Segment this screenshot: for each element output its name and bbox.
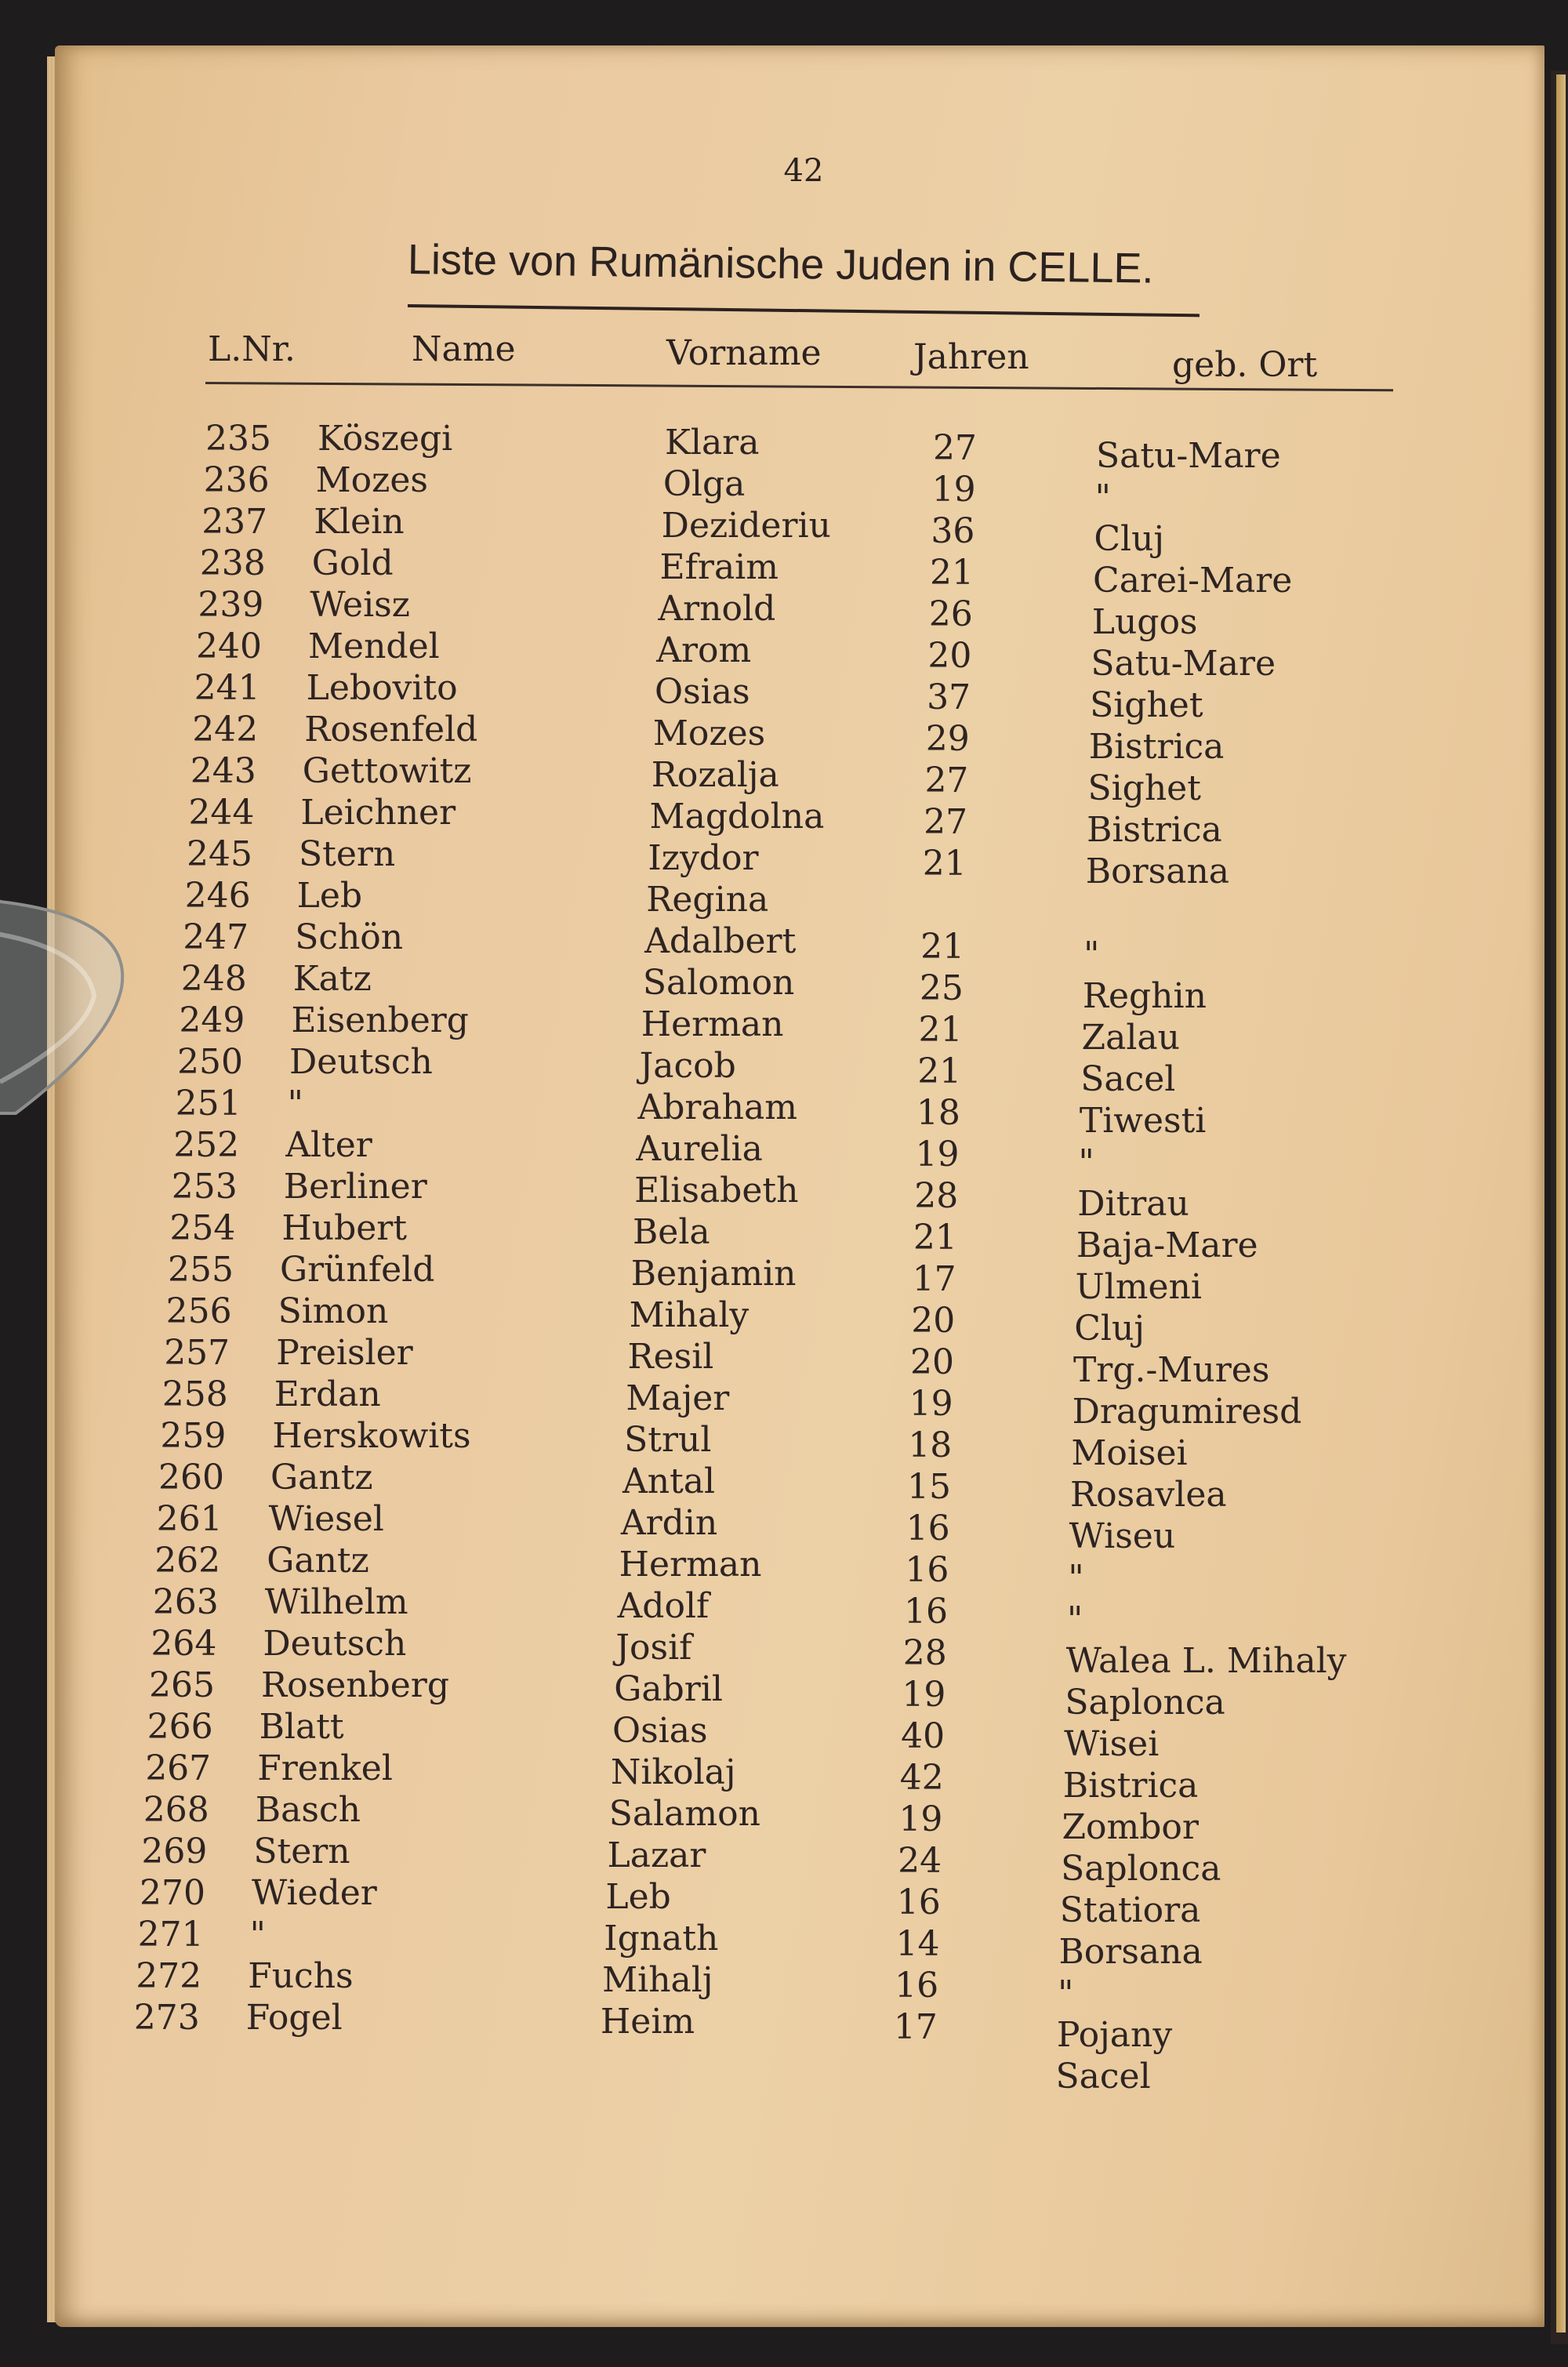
cell-geb-ort: Borsana bbox=[1058, 1932, 1203, 1972]
cell-name: Deutsch bbox=[263, 1624, 407, 1664]
cell-geb-ort: Sighet bbox=[1090, 685, 1203, 725]
cell-lnr: 242 bbox=[192, 710, 259, 750]
cell-vorname: Herman bbox=[641, 1004, 784, 1044]
cell-jahren: 17 bbox=[893, 2007, 938, 2047]
header-geb-ort: geb. Ort bbox=[1172, 345, 1318, 385]
cell-geb-ort: Dragumiresd bbox=[1072, 1392, 1302, 1432]
cell-vorname: Heim bbox=[600, 2002, 695, 2042]
cell-jahren: 27 bbox=[924, 761, 969, 800]
cell-lnr: 272 bbox=[136, 1956, 202, 1996]
cell-name: Frenkel bbox=[257, 1748, 393, 1788]
cell-vorname: Abraham bbox=[637, 1087, 797, 1127]
cell-vorname: Adolf bbox=[617, 1586, 710, 1626]
cell-name: Köszegi bbox=[318, 419, 453, 459]
cell-vorname: Elisabeth bbox=[634, 1171, 799, 1211]
cell-vorname: Regina bbox=[646, 880, 769, 920]
cell-name: Leb bbox=[296, 876, 363, 916]
cell-vorname: Benjamin bbox=[630, 1254, 797, 1294]
cell-name: Wieder bbox=[252, 1873, 377, 1913]
cell-jahren: 28 bbox=[902, 1633, 947, 1673]
cell-lnr: 258 bbox=[162, 1374, 228, 1414]
cell-name: Herskowits bbox=[272, 1416, 471, 1456]
cell-lnr: 253 bbox=[171, 1167, 238, 1207]
cell-lnr: 261 bbox=[156, 1499, 223, 1539]
cell-geb-ort: Moisei bbox=[1071, 1433, 1188, 1473]
cell-geb-ort: Saplonca bbox=[1065, 1683, 1225, 1723]
cell-jahren: 19 bbox=[902, 1675, 946, 1715]
cell-geb-ort: Cluj bbox=[1094, 519, 1165, 559]
cell-lnr: 260 bbox=[158, 1458, 224, 1498]
cell-vorname: Ignath bbox=[604, 1919, 719, 1959]
cell-name: Weisz bbox=[310, 585, 410, 625]
cell-vorname: Efraim bbox=[659, 547, 779, 587]
cell-geb-ort: Walea L. Mihaly bbox=[1065, 1641, 1347, 1681]
cell-vorname: Gabril bbox=[614, 1669, 723, 1709]
cell-jahren: 27 bbox=[924, 802, 968, 842]
cell-vorname: Mihaly bbox=[629, 1295, 750, 1335]
cell-vorname: Aurelia bbox=[636, 1129, 763, 1169]
cell-vorname: Antal bbox=[622, 1461, 716, 1501]
cell-vorname: Lazar bbox=[607, 1835, 706, 1875]
cell-vorname: Ardin bbox=[620, 1503, 718, 1543]
cell-name: Mozes bbox=[315, 460, 428, 500]
cell-jahren: 40 bbox=[901, 1716, 946, 1756]
cell-geb-ort: Rosavlea bbox=[1070, 1475, 1227, 1515]
cell-vorname: Klara bbox=[665, 423, 760, 463]
cell-name: " bbox=[249, 1915, 266, 1955]
cell-jahren: 20 bbox=[909, 1342, 954, 1382]
cell-vorname: Salomon bbox=[642, 963, 795, 1003]
cell-jahren: 19 bbox=[915, 1134, 960, 1174]
cell-jahren: 16 bbox=[904, 1592, 949, 1632]
cell-geb-ort: Sighet bbox=[1087, 768, 1201, 808]
cell-name: Mendel bbox=[308, 626, 440, 666]
cell-geb-ort: " bbox=[1068, 1558, 1084, 1598]
next-page-edge bbox=[1556, 74, 1566, 2333]
cell-lnr: 267 bbox=[145, 1748, 212, 1788]
cell-geb-ort: Trg.-Mures bbox=[1073, 1350, 1270, 1390]
cell-lnr: 247 bbox=[183, 917, 249, 957]
cell-jahren: 16 bbox=[905, 1550, 949, 1590]
cell-jahren: 26 bbox=[928, 594, 973, 634]
cell-vorname: Olga bbox=[662, 464, 746, 504]
cell-lnr: 256 bbox=[165, 1291, 232, 1331]
cell-lnr: 262 bbox=[154, 1541, 221, 1581]
cell-name: Alter bbox=[285, 1125, 372, 1165]
cell-geb-ort: Sacel bbox=[1055, 2057, 1151, 2097]
cell-vorname: Rozalja bbox=[651, 755, 779, 795]
cell-geb-ort: Satu-Mare bbox=[1096, 436, 1281, 476]
cell-name: " bbox=[287, 1084, 303, 1124]
cell-name: Grünfeld bbox=[280, 1250, 435, 1290]
cell-geb-ort: Reghin bbox=[1082, 976, 1207, 1016]
cell-lnr: 271 bbox=[137, 1915, 204, 1955]
cell-name: Simon bbox=[278, 1291, 389, 1331]
cell-name: Schön bbox=[295, 917, 404, 957]
cell-vorname: Jacob bbox=[639, 1046, 736, 1086]
cell-geb-ort: Borsana bbox=[1085, 851, 1230, 891]
cell-lnr: 250 bbox=[177, 1042, 243, 1082]
cell-geb-ort: Baja-Mare bbox=[1076, 1225, 1258, 1265]
cell-geb-ort: Sacel bbox=[1080, 1059, 1176, 1099]
cell-vorname: Leb bbox=[605, 1877, 671, 1917]
cell-name: Fuchs bbox=[248, 1956, 354, 1996]
cell-vorname: Bela bbox=[632, 1212, 710, 1252]
cell-lnr: 269 bbox=[141, 1832, 208, 1871]
cell-lnr: 251 bbox=[175, 1084, 241, 1124]
cell-name: Leichner bbox=[300, 793, 456, 833]
header-lnr: L.Nr. bbox=[208, 329, 296, 369]
cell-vorname: Arom bbox=[656, 630, 752, 670]
cell-vorname: Josif bbox=[615, 1628, 692, 1668]
cell-jahren: 25 bbox=[919, 968, 964, 1008]
cell-name: Eisenberg bbox=[291, 1000, 469, 1040]
cell-vorname: Mozes bbox=[652, 713, 766, 753]
cell-lnr: 273 bbox=[133, 1998, 200, 2038]
cell-name: Wilhelm bbox=[264, 1582, 408, 1622]
cell-lnr: 245 bbox=[187, 834, 252, 874]
cell-jahren: 21 bbox=[920, 927, 965, 967]
cell-geb-ort: Bistrica bbox=[1062, 1766, 1199, 1806]
cell-jahren: 14 bbox=[895, 1924, 940, 1964]
cell-lnr: 265 bbox=[149, 1665, 215, 1705]
cell-geb-ort: Wisei bbox=[1064, 1724, 1160, 1764]
page-number: 42 bbox=[783, 153, 824, 189]
cell-name: Deutsch bbox=[289, 1042, 433, 1082]
cell-jahren: 21 bbox=[913, 1218, 957, 1258]
cell-vorname: Magdolna bbox=[649, 797, 825, 837]
cell-jahren: 16 bbox=[906, 1508, 950, 1548]
cell-geb-ort: " bbox=[1058, 1973, 1074, 2013]
cell-vorname: Majer bbox=[626, 1378, 730, 1418]
cell-name: Gantz bbox=[267, 1541, 369, 1581]
cell-geb-ort: Satu-Mare bbox=[1091, 644, 1276, 684]
cell-geb-ort: " bbox=[1094, 477, 1111, 517]
cell-geb-ort: Bistrica bbox=[1088, 727, 1225, 767]
cell-vorname: Salamon bbox=[608, 1794, 760, 1834]
cell-name: Berliner bbox=[283, 1167, 427, 1207]
cell-geb-ort: Carei-Mare bbox=[1093, 561, 1293, 601]
cell-geb-ort: " bbox=[1078, 1142, 1094, 1182]
page-title: Liste von Rumänische Juden in CELLE. bbox=[407, 236, 1154, 292]
cell-name: Katz bbox=[292, 959, 372, 999]
cell-jahren: 21 bbox=[918, 1010, 963, 1050]
cell-jahren: 24 bbox=[898, 1841, 942, 1881]
cell-vorname: Dezideriu bbox=[661, 506, 831, 546]
cell-vorname: Adalbert bbox=[644, 921, 797, 961]
cell-lnr: 264 bbox=[151, 1624, 217, 1664]
cell-name: Lebovito bbox=[306, 668, 458, 708]
cell-jahren: 21 bbox=[922, 844, 967, 884]
cell-name: Preisler bbox=[276, 1333, 413, 1373]
cell-lnr: 249 bbox=[179, 1000, 245, 1040]
cell-name: Rosenfeld bbox=[304, 710, 478, 750]
cell-geb-ort: Zombor bbox=[1062, 1807, 1199, 1847]
cell-lnr: 257 bbox=[164, 1333, 230, 1373]
cell-lnr: 255 bbox=[168, 1250, 234, 1290]
eyeglasses-icon bbox=[0, 886, 157, 1121]
cell-jahren: 37 bbox=[927, 677, 971, 717]
cell-name: Gettowitz bbox=[302, 751, 472, 791]
cell-geb-ort: " bbox=[1067, 1599, 1083, 1639]
cell-jahren: 19 bbox=[931, 470, 976, 510]
cell-jahren: 18 bbox=[908, 1425, 953, 1465]
cell-lnr: 235 bbox=[205, 419, 271, 459]
cell-jahren: 20 bbox=[927, 636, 972, 676]
cell-lnr: 237 bbox=[201, 502, 268, 542]
cell-geb-ort: Lugos bbox=[1091, 602, 1198, 642]
cell-jahren: 21 bbox=[930, 553, 975, 593]
cell-jahren: 29 bbox=[925, 719, 970, 759]
cell-lnr: 268 bbox=[143, 1790, 209, 1830]
cell-lnr: 252 bbox=[173, 1125, 240, 1165]
cell-lnr: 244 bbox=[188, 793, 255, 833]
cell-jahren: 19 bbox=[909, 1384, 953, 1424]
cell-name: Stern bbox=[253, 1832, 350, 1871]
cell-geb-ort: Ulmeni bbox=[1075, 1267, 1202, 1307]
cell-geb-ort: " bbox=[1083, 935, 1100, 975]
cell-lnr: 241 bbox=[194, 668, 260, 708]
cell-lnr: 248 bbox=[180, 959, 247, 999]
cell-geb-ort: Zalau bbox=[1081, 1018, 1180, 1058]
cell-vorname: Mihalj bbox=[602, 1960, 713, 2000]
cell-name: Rosenberg bbox=[261, 1665, 449, 1705]
cell-lnr: 254 bbox=[169, 1208, 236, 1248]
cell-vorname: Nikolaj bbox=[610, 1752, 736, 1792]
cell-vorname: Arnold bbox=[658, 589, 776, 629]
cell-lnr: 236 bbox=[203, 460, 270, 500]
cell-name: Klein bbox=[314, 502, 405, 542]
cell-jahren: 17 bbox=[912, 1259, 956, 1299]
cell-vorname: Strul bbox=[624, 1420, 712, 1460]
cell-vorname: Herman bbox=[619, 1545, 762, 1585]
cell-lnr: 259 bbox=[160, 1416, 227, 1456]
cell-geb-ort: Bistrica bbox=[1087, 810, 1222, 850]
cell-lnr: 266 bbox=[147, 1707, 213, 1747]
cell-jahren: 15 bbox=[907, 1467, 951, 1507]
cell-name: Hubert bbox=[281, 1208, 408, 1248]
cell-geb-ort: Saplonca bbox=[1061, 1849, 1221, 1889]
cell-vorname: Izydor bbox=[648, 838, 759, 878]
cell-jahren: 19 bbox=[898, 1799, 943, 1839]
cell-name: Wiesel bbox=[268, 1499, 384, 1539]
cell-name: Basch bbox=[255, 1790, 361, 1830]
cell-jahren: 36 bbox=[931, 511, 975, 551]
header-jahren: Jahren bbox=[913, 337, 1029, 377]
header-name: Name bbox=[412, 329, 516, 369]
cell-name: Gantz bbox=[270, 1458, 373, 1498]
cell-name: Stern bbox=[299, 834, 396, 874]
cell-name: Blatt bbox=[259, 1707, 344, 1747]
cell-jahren: 28 bbox=[914, 1176, 959, 1216]
header-vorname: Vorname bbox=[666, 333, 822, 373]
cell-geb-ort: Wiseu bbox=[1069, 1516, 1176, 1556]
cell-lnr: 270 bbox=[140, 1873, 205, 1913]
cell-lnr: 243 bbox=[190, 751, 256, 791]
cell-geb-ort: Ditrau bbox=[1077, 1184, 1189, 1224]
cell-lnr: 239 bbox=[198, 585, 264, 625]
cell-jahren: 27 bbox=[933, 428, 977, 468]
cell-lnr: 240 bbox=[196, 626, 262, 666]
cell-jahren: 18 bbox=[916, 1093, 960, 1133]
cell-vorname: Osias bbox=[655, 672, 750, 712]
cell-jahren: 16 bbox=[896, 1882, 941, 1922]
cell-vorname: Osias bbox=[612, 1711, 708, 1751]
cell-lnr: 246 bbox=[184, 876, 251, 916]
cell-geb-ort: Tiwesti bbox=[1079, 1101, 1207, 1141]
cell-lnr: 238 bbox=[199, 543, 266, 583]
cell-name: Fogel bbox=[245, 1998, 343, 2038]
cell-jahren: 21 bbox=[917, 1051, 962, 1091]
cell-jahren: 42 bbox=[899, 1758, 944, 1798]
cell-name: Gold bbox=[311, 543, 394, 583]
cell-name: Erdan bbox=[274, 1374, 381, 1414]
cell-vorname: Resil bbox=[627, 1337, 714, 1377]
cell-geb-ort: Cluj bbox=[1074, 1309, 1145, 1349]
cell-geb-ort: Statiora bbox=[1059, 1890, 1201, 1930]
cell-jahren: 20 bbox=[911, 1301, 956, 1341]
cell-lnr: 263 bbox=[152, 1582, 219, 1622]
cell-jahren: 16 bbox=[895, 1966, 939, 2006]
cell-geb-ort: Pojany bbox=[1056, 2015, 1173, 2055]
